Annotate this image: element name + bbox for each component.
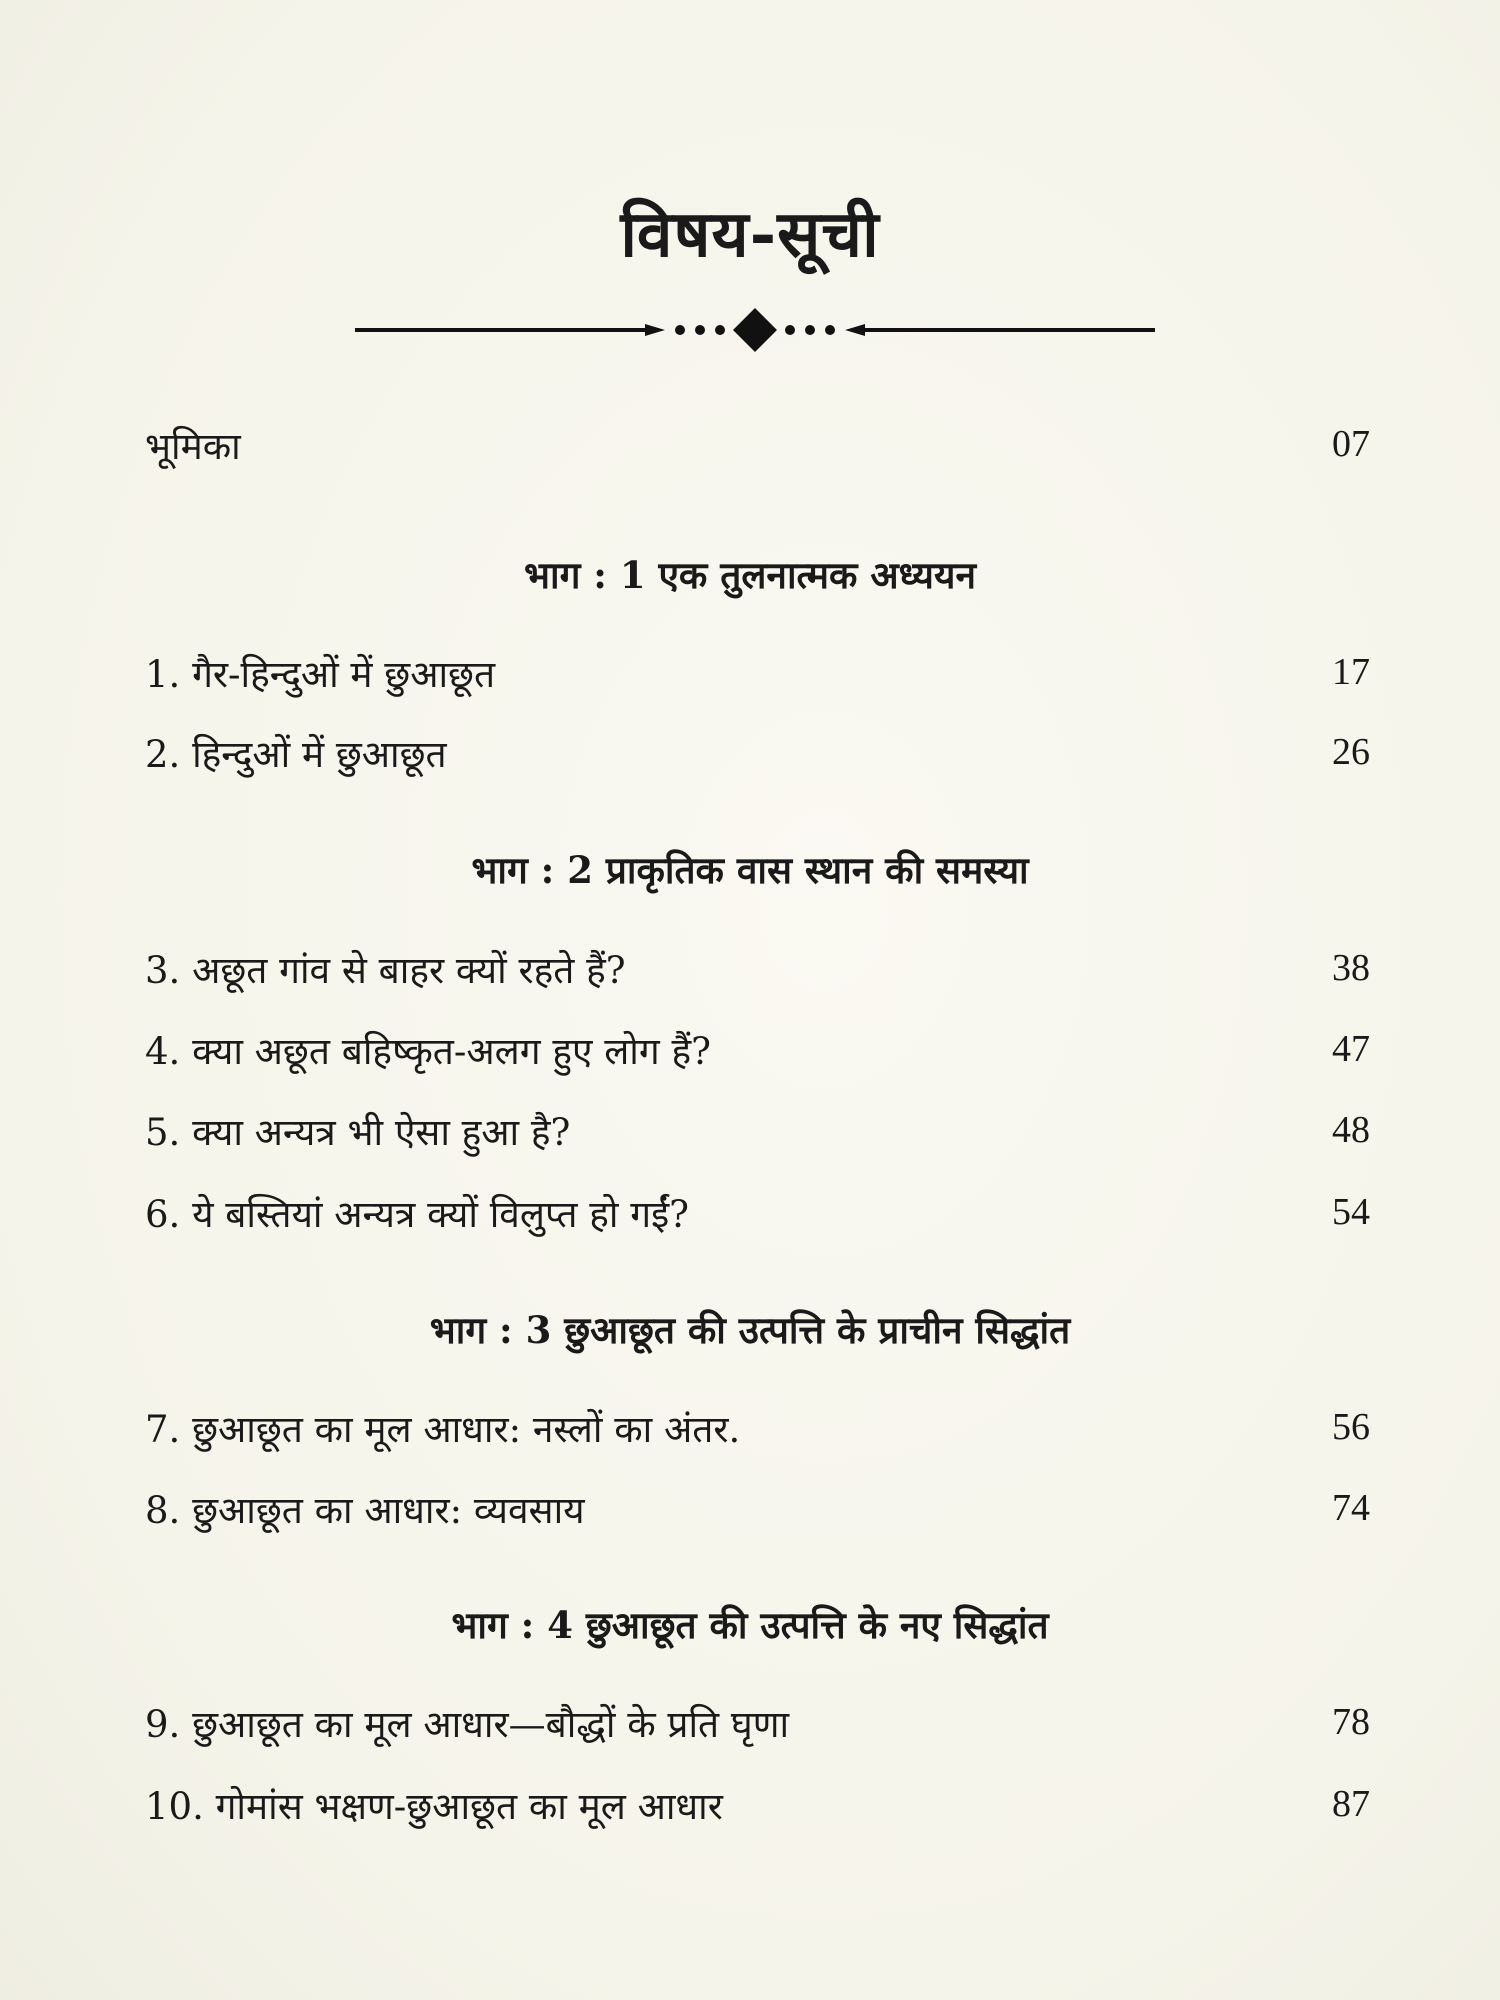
toc-entry-label: 5. क्या अन्यत्र भी ऐसा हुआ है? xyxy=(145,1110,571,1154)
toc-page-number: 87 xyxy=(1332,1783,1370,1825)
part-heading-2: भाग : 2 प्राकृतिक वास स्थान की समस्या xyxy=(471,848,1029,892)
toc-entry-label: 4. क्या अछूत बहिष्कृत-अलग हुए लोग हैं? xyxy=(145,1029,711,1073)
divider-ornament xyxy=(355,300,1155,360)
toc-page-number: 74 xyxy=(1332,1487,1370,1529)
toc-entry xyxy=(145,642,1370,702)
toc-entry xyxy=(145,1182,1370,1242)
toc-page-number: 26 xyxy=(1332,731,1370,773)
toc-entry-label: 7. छुआछूत का मूल आधार: नस्लों का अंतर. xyxy=(145,1407,741,1451)
toc-page-number: 56 xyxy=(1332,1406,1370,1448)
toc-page-number: 17 xyxy=(1332,651,1370,693)
toc-entry xyxy=(145,1100,1370,1160)
toc-entry-label: भूमिका xyxy=(145,424,241,468)
toc-page-number: 78 xyxy=(1332,1701,1370,1743)
toc-page-number: 47 xyxy=(1332,1028,1370,1070)
toc-entry xyxy=(145,722,1370,782)
part-heading-3: भाग : 3 छुआछूत की उत्पत्ति के प्राचीन सिद्धांत xyxy=(429,1308,1071,1352)
toc-entry-label: 2. हिन्दुओं में छुआछूत xyxy=(145,732,447,776)
toc-entry xyxy=(145,1397,1370,1457)
toc-page-number: 54 xyxy=(1332,1191,1370,1233)
toc-entry-label: 9. छुआछूत का मूल आधार—बौद्धों के प्रति घृणा xyxy=(145,1702,790,1746)
toc-entry xyxy=(145,1478,1370,1538)
toc-page-number: 48 xyxy=(1332,1109,1370,1151)
toc-entry-preface xyxy=(145,414,1370,474)
toc-page-number: 07 xyxy=(1332,423,1370,465)
part-heading-4: भाग : 4 छुआछूत की उत्पत्ति के नए सिद्धांत xyxy=(451,1603,1049,1647)
page-title: विषय-सूची xyxy=(620,197,880,272)
toc-entry xyxy=(145,1019,1370,1079)
toc-entry xyxy=(145,1774,1370,1834)
toc-entry-label: 10. गोमांस भक्षण-छुआछूत का मूल आधार xyxy=(145,1784,723,1828)
toc-page-number: 38 xyxy=(1332,947,1370,989)
toc-entry-label: 1. गैर-हिन्दुओं में छुआछूत xyxy=(145,652,496,696)
toc-entry-label: 3. अछूत गांव से बाहर क्यों रहते हैं? xyxy=(145,948,626,992)
toc-entry xyxy=(145,938,1370,998)
toc-entry-label: 8. छुआछूत का आधार: व्यवसाय xyxy=(145,1488,585,1532)
toc-entry xyxy=(145,1692,1370,1752)
toc-entry-label: 6. ये बस्तियां अन्यत्र क्यों विलुप्त हो गईं? xyxy=(145,1192,690,1236)
part-heading-1: भाग : 1 एक तुलनात्मक अध्ययन xyxy=(524,553,976,597)
